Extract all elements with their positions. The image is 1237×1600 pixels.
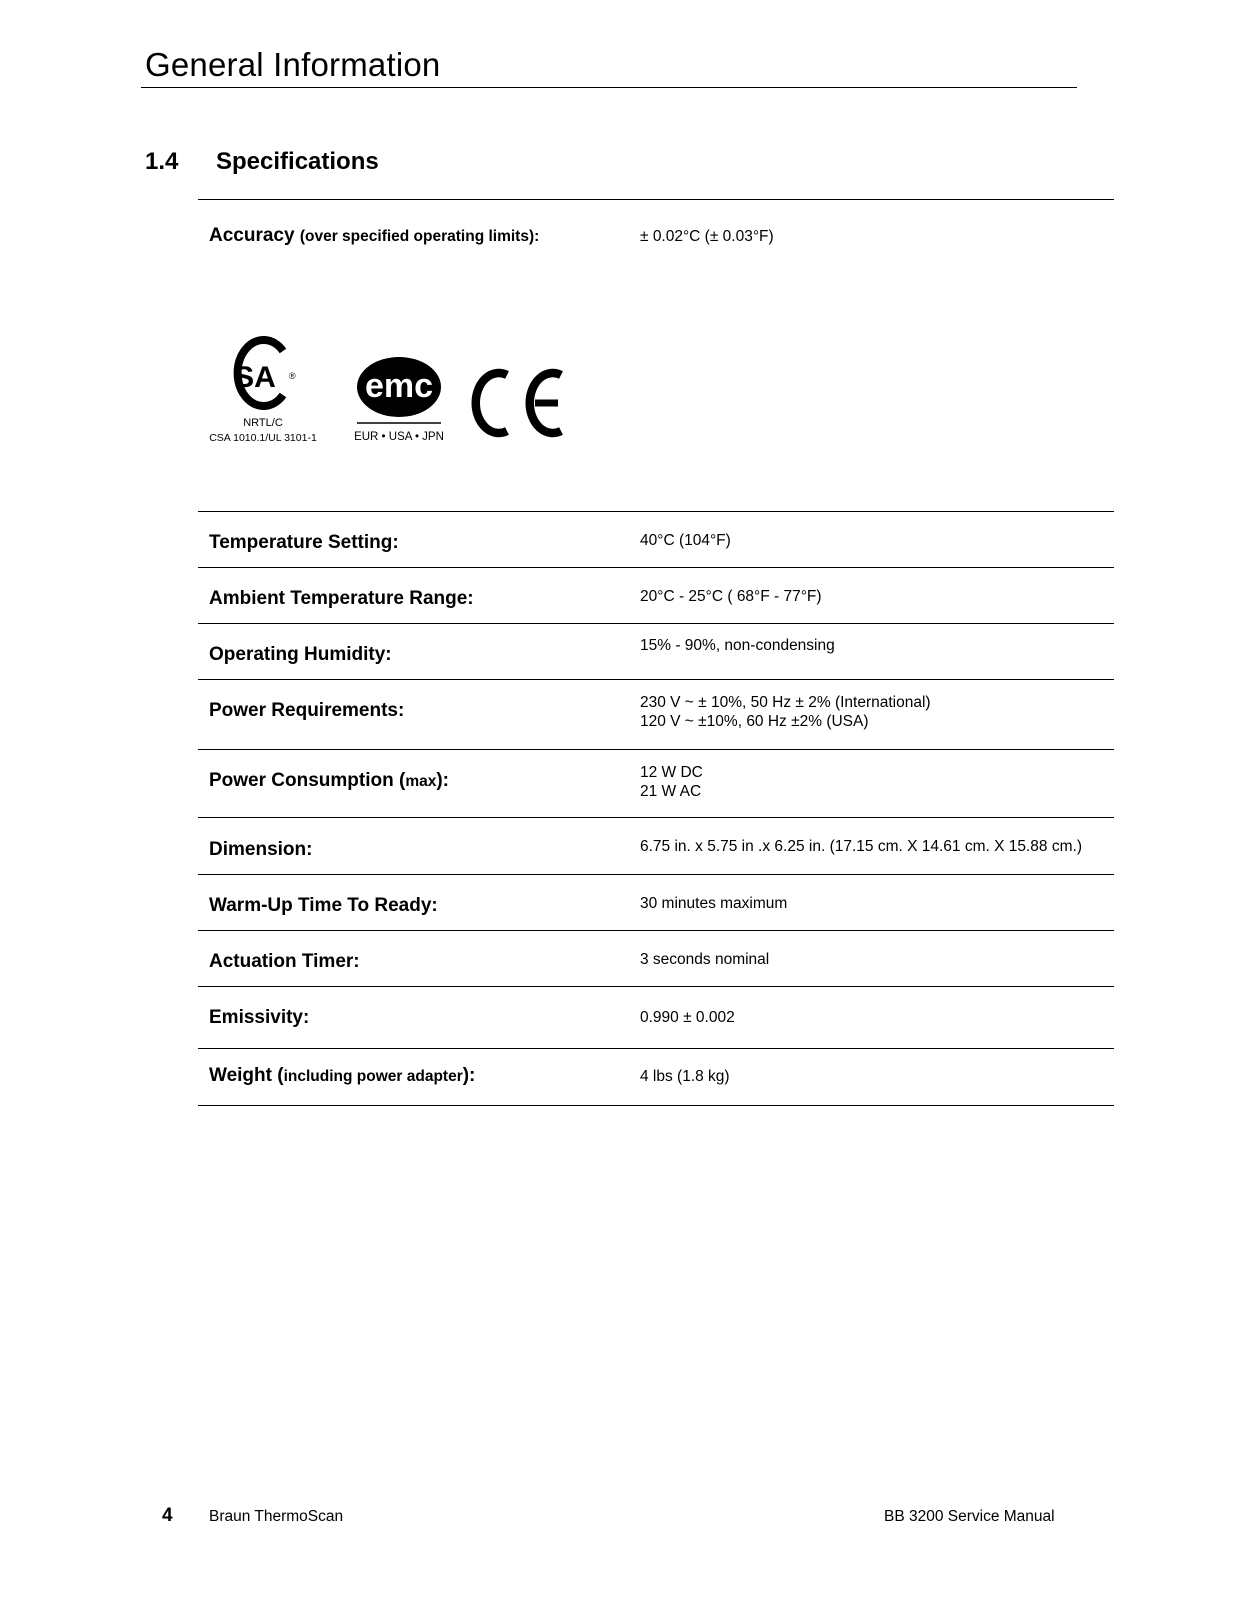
spec-row-rule (198, 749, 1114, 750)
spec-value-line: 0.990 ± 0.002 (640, 1009, 735, 1026)
spec-value (640, 531, 731, 550)
emc-logo (354, 357, 444, 443)
spec-value (640, 950, 769, 969)
spec-value (640, 763, 703, 801)
spec-label (209, 1007, 309, 1029)
spec-value (640, 894, 787, 913)
spec-label-main: Ambient Temperature Range: (209, 588, 474, 609)
spec-value-line: 20°C - 25°C ( 68°F - 77°F) (640, 588, 822, 605)
spec-label (209, 839, 312, 861)
csa-sub-standard: CSA 1010.1/UL 3101-1 (209, 432, 317, 444)
spec-label-qualifier: including power adapter (283, 1068, 463, 1085)
spec-value (640, 1008, 735, 1027)
ce-mark-icon (476, 373, 561, 433)
spec-value-line: 120 V ~ ±10%, 60 Hz ±2% (USA) (640, 713, 869, 730)
spec-value (640, 587, 822, 606)
footer-product: Braun ThermoScan (209, 1508, 344, 1525)
accuracy-label-main: Accuracy (209, 225, 295, 246)
accuracy-label (209, 225, 539, 247)
spec-label (209, 1065, 475, 1087)
spec-label-qualifier: max (405, 773, 437, 790)
spec-row-rule (198, 1105, 1114, 1106)
running-head-title: General Information (145, 46, 441, 83)
csa-sub-nrtl: NRTL/C (243, 417, 283, 429)
spec-value-line: 6.75 in. x 5.75 in .x 6.25 in. (17.15 cm. X 14.61 cm. X 15.88 cm.) (640, 838, 1082, 855)
spec-label (209, 588, 474, 610)
spec-value (640, 837, 1082, 856)
registered-mark: ® (289, 371, 296, 381)
spec-value (640, 636, 835, 655)
spec-label (209, 770, 449, 792)
spec-label-main: Weight ( (209, 1065, 284, 1086)
spec-row-rule (198, 874, 1114, 875)
csa-logo (209, 340, 317, 444)
spec-label-main: Power Requirements: (209, 700, 405, 721)
spec-label-main: Power Consumption ( (209, 770, 406, 791)
spec-value-line: 3 seconds nominal (640, 951, 770, 968)
section-number: 1.4 (145, 148, 179, 175)
spec-label-main: Temperature Setting: (209, 532, 399, 553)
spec-label (209, 644, 392, 666)
table-top-rule (198, 199, 1114, 200)
spec-value-line: 230 V ~ ± 10%, 50 Hz ± 2% (International) (640, 694, 931, 711)
certification-logos (205, 335, 585, 455)
spec-value-line: 15% - 90%, non-condensing (640, 637, 835, 654)
spec-label-main: Emissivity: (209, 1007, 310, 1028)
emc-text: emc (364, 367, 434, 405)
spec-row-rule (198, 623, 1114, 624)
spec-value-line: 4 lbs (1.8 kg) (640, 1068, 730, 1085)
spec-row-rule (198, 930, 1114, 931)
spec-row-rule (198, 986, 1114, 987)
spec-label-suffix: ): (436, 770, 450, 791)
footer-manual-title: BB 3200 Service Manual (884, 1508, 1055, 1525)
spec-row-rule (198, 567, 1114, 568)
page-number: 4 (162, 1505, 173, 1526)
csa-letters: SA (234, 361, 276, 394)
emc-sub: EUR • USA • JPN (354, 431, 444, 443)
spec-label-main: Dimension: (209, 839, 313, 860)
header-rule (141, 87, 1077, 88)
spec-value-line: 12 W DC (640, 764, 703, 781)
spec-value-line: 30 minutes maximum (640, 895, 788, 912)
spec-value (640, 693, 931, 731)
spec-label (209, 700, 404, 722)
spec-label-main: Actuation Timer: (209, 951, 360, 972)
spec-row-rule (198, 679, 1114, 680)
accuracy-qualifier: (over specified operating limits): (299, 228, 540, 245)
spec-value (640, 1067, 730, 1086)
accuracy-value: ± 0.02°C (± 0.03°F) (640, 228, 774, 245)
spec-label (209, 895, 438, 917)
spec-row-rule (198, 511, 1114, 512)
spec-label-suffix: ): (462, 1065, 476, 1086)
spec-label-main: Operating Humidity: (209, 644, 392, 665)
spec-row-rule (198, 1048, 1114, 1049)
spec-label (209, 532, 399, 554)
spec-label-main: Warm-Up Time To Ready: (209, 895, 438, 916)
spec-label (209, 951, 360, 973)
spec-row-rule (198, 817, 1114, 818)
spec-value-line: 40°C (104°F) (640, 532, 731, 549)
section-title: Specifications (216, 148, 379, 175)
spec-value-line: 21 W AC (640, 783, 702, 800)
